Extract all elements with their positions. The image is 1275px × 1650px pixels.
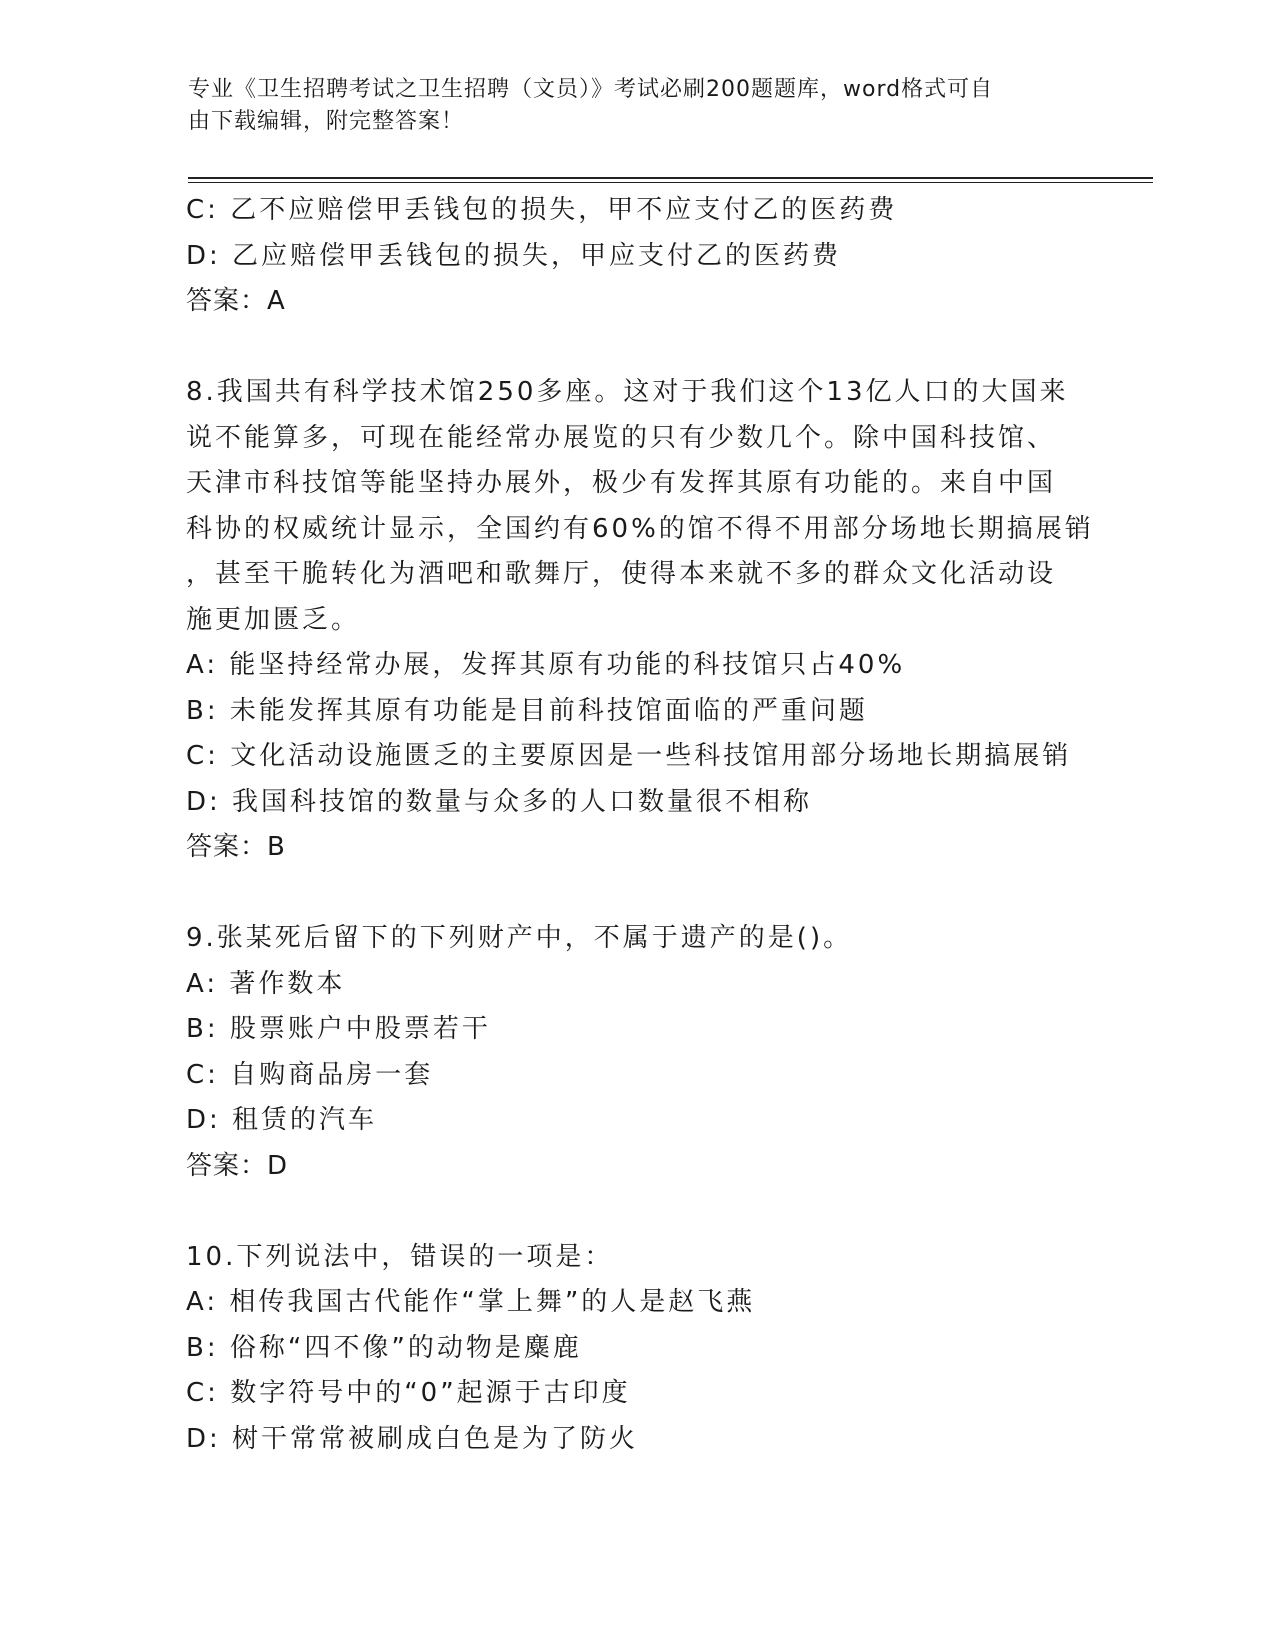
option-b: B: 股票账户中股票若干 xyxy=(186,1014,491,1044)
option-d: D: 我国科技馆的数量与众多的人口数量很不相称 xyxy=(186,786,813,817)
stem-line: 说不能算多，可现在能经常办展览的只有少数几个。除中国科技馆、 xyxy=(186,422,1057,453)
option-a: A: 能坚持经常办展，发挥其原有功能的科技馆只占40% xyxy=(186,650,906,680)
question-7-tail xyxy=(186,188,1086,325)
answer-line: 答案：B xyxy=(186,832,286,862)
stem-line: 施更加匮乏。 xyxy=(186,604,361,635)
question-8 xyxy=(186,370,1094,871)
option-c: C: 乙不应赔偿甲丢钱包的损失，甲不应支付乙的医药费 xyxy=(186,195,898,225)
question-10 xyxy=(186,1235,1086,1463)
option-d: D: 租赁的汽车 xyxy=(186,1105,378,1135)
stem-line: 8.我国共有科学技术馆250多座。这对于我们这个13亿人口的大国来 xyxy=(186,377,1069,407)
option-a: A: 相传我国古代能作“掌上舞”的人是赵飞燕 xyxy=(186,1287,756,1317)
stem-line: ，甚至干脆转化为酒吧和歌舞厅，使得本来就不多的群众文化活动设 xyxy=(186,559,1057,589)
option-a: A: 著作数本 xyxy=(186,968,346,999)
option-c: C: 自购商品房一套 xyxy=(186,1059,434,1090)
option-c: C: 文化活动设施匮乏的主要原因是一些科技馆用部分场地长期搞展销 xyxy=(186,741,1072,771)
page-header xyxy=(188,74,1068,138)
option-b: B: 未能发挥其原有功能是目前科技馆面临的严重问题 xyxy=(186,695,868,726)
stem-line: 10.下列说法中，错误的一项是： xyxy=(186,1241,614,1272)
stem-line: 科协的权威统计显示，全国约有60%的馆不得不用部分场地长期搞展销 xyxy=(186,513,1094,544)
stem-line: 9.张某死后留下的下列财产中，不属于遗产的是()。 xyxy=(186,923,853,953)
header-divider-thin xyxy=(188,182,1153,183)
question-9 xyxy=(186,916,1086,1189)
question-stem xyxy=(186,370,1094,643)
stem-line: 天津市科技馆等能坚持办展外，极少有发挥其原有功能的。来自中国 xyxy=(186,468,1057,498)
option-d: D: 树干常常被刷成白色是为了防火 xyxy=(186,1423,639,1454)
option-d: D: 乙应赔偿甲丢钱包的损失，甲应支付乙的医药费 xyxy=(186,240,842,271)
header-line: 专业《卫生招聘考试之卫生招聘（文员）》考试必刷200题题库，word格式可自 xyxy=(188,77,994,102)
header-divider xyxy=(188,177,1153,179)
document-body xyxy=(186,188,1094,1462)
spacer xyxy=(186,1189,1086,1235)
option-c: C: 数字符号中的“0”起源于古印度 xyxy=(186,1378,631,1408)
spacer xyxy=(186,325,1086,371)
header-line: 由下载编辑，附完整答案！ xyxy=(188,109,465,134)
spacer xyxy=(186,871,1086,917)
answer-line: 答案：D xyxy=(186,1150,289,1181)
option-b: B: 俗称“四不像”的动物是麋鹿 xyxy=(186,1332,582,1363)
answer-line: 答案：A xyxy=(186,286,286,316)
